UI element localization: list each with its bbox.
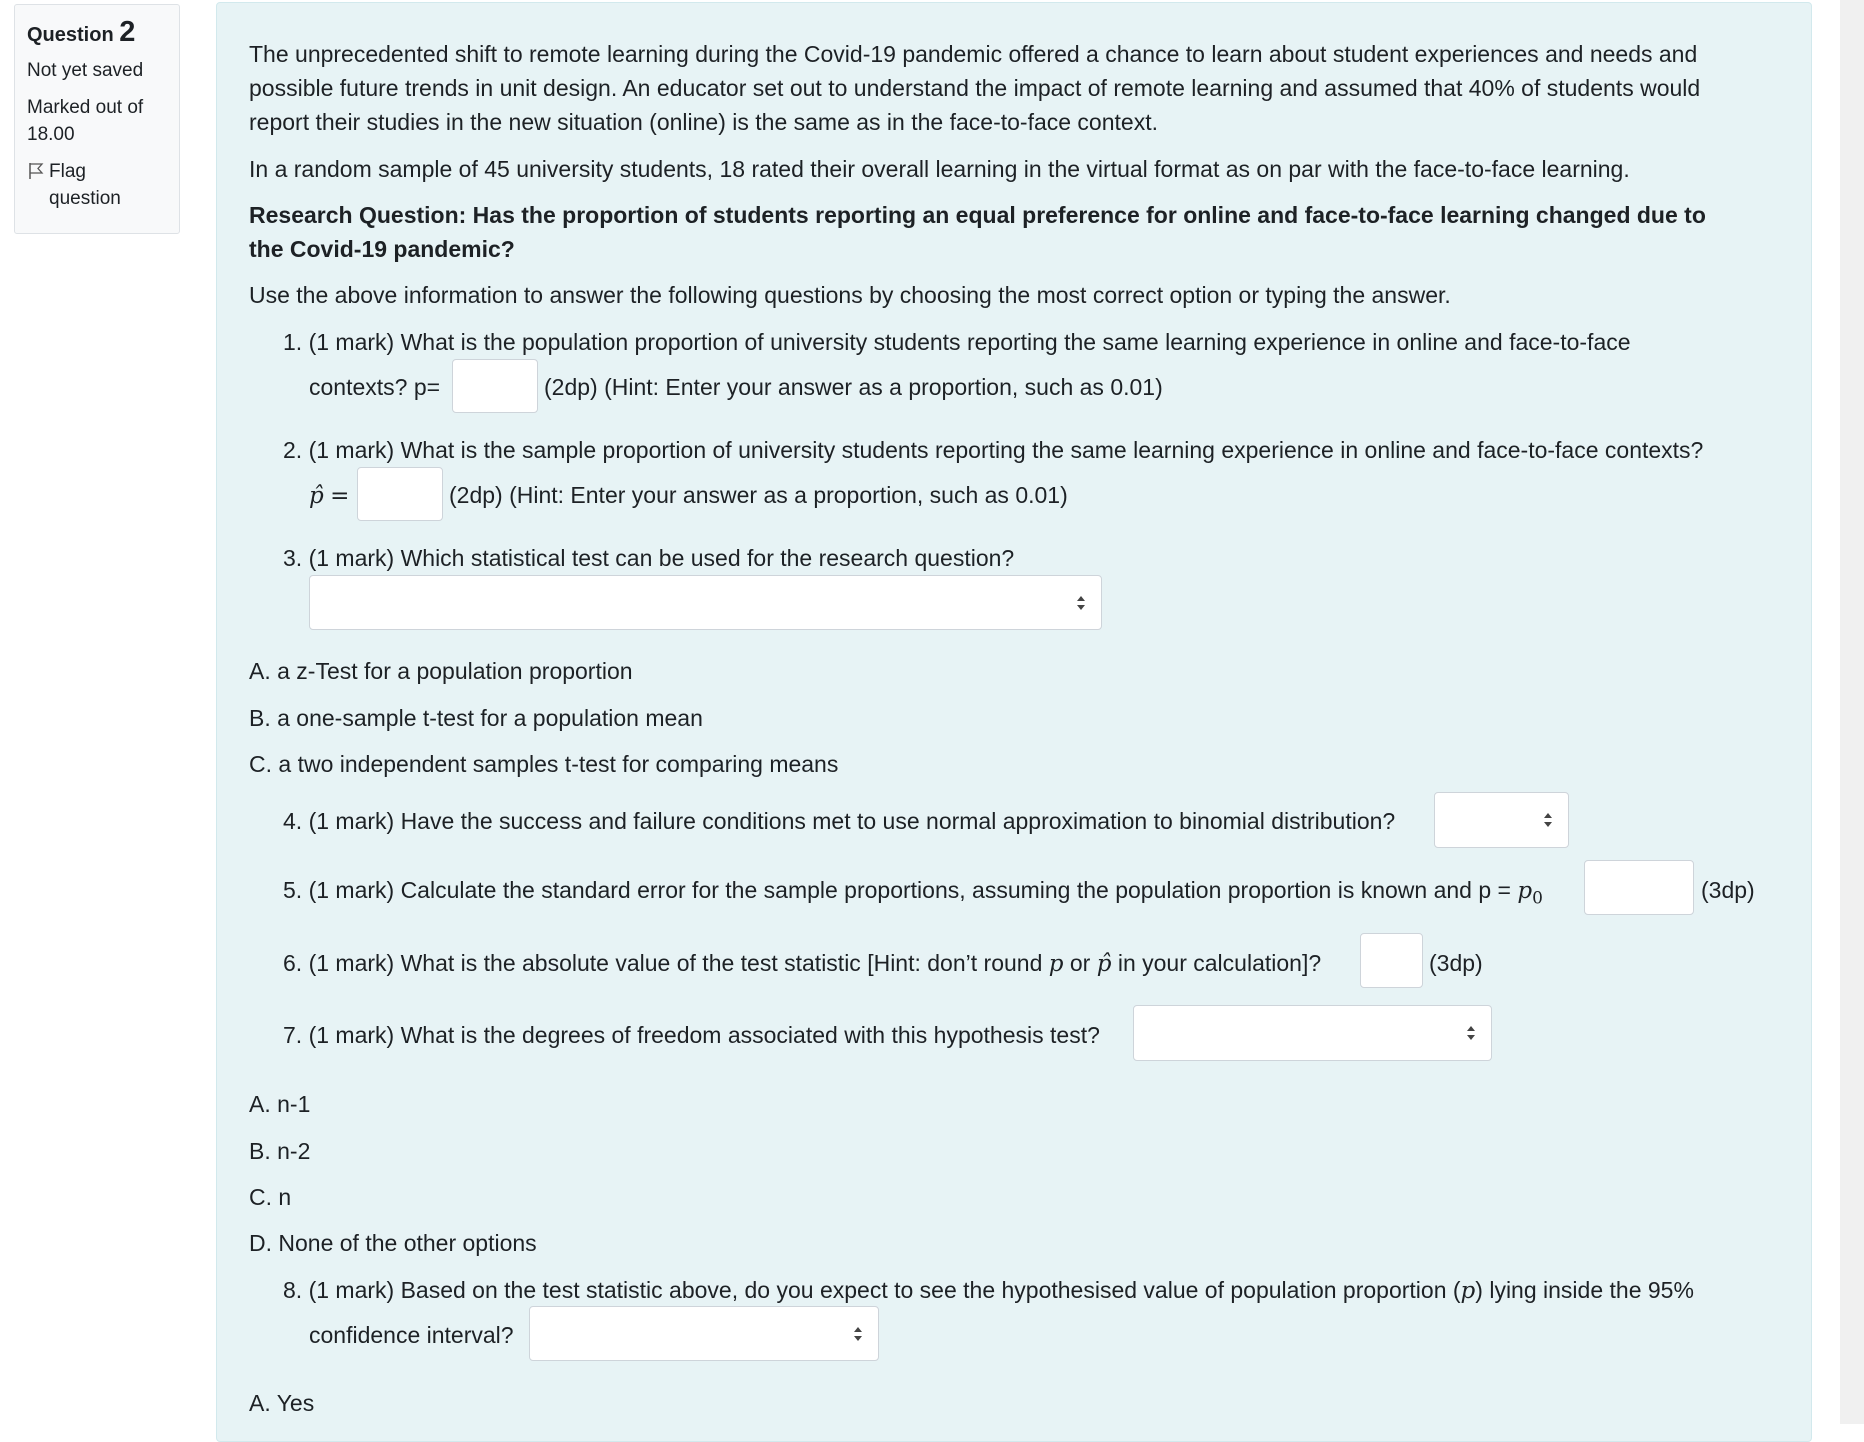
q3-option-c: C. a two independent samples t-test for comparing means [249,751,839,777]
q7-option-a: A. n-1 [249,1091,311,1117]
q8-question-post: ) lying inside the 95% [1475,1277,1694,1303]
q6-precision: (3dp) [1429,950,1483,976]
q6-answer-input[interactable] [1360,933,1423,988]
q7-option-b: B. n-2 [249,1138,311,1164]
q2-hint: (2dp) (Hint: Enter your answer as a proportion, such as 0.01) [449,482,1068,508]
q2-text: 2. (1 mark) What is the sample proportion of university students reporting the same learning experience in online and face-to-face contexts? [283,437,1704,463]
q8-option-a: A. Yes [249,1390,315,1416]
select-caret-icon [1542,811,1554,829]
intro-line-3: report their studies in the new situation (online) is the same as in the face-to-face context. [249,109,1158,135]
q8-text-line-1 [283,1273,1694,1308]
intro-line-2: possible future trends in unit design. An educator set out to understand the impact of remote learning and assumed that 40% of students would [249,75,1701,101]
q5-p0-symbol: $p_0$ [1517,878,1543,909]
intro-line-1: The unprecedented shift to remote learning during the Covid-19 pandemic offered a chance to learn about student experiences and needs and [249,41,1698,67]
flag-question-label: question [49,188,121,209]
flag-label: Flag [49,161,86,182]
flag-question-button[interactable] [27,158,167,212]
instructions: Use the above information to answer the following questions by choosing the most correct option or typing the answer. [249,282,1451,308]
question-label: Question [27,24,114,46]
research-question-line-2: the Covid-19 pandemic? [249,236,515,262]
question-number: 2 [119,16,136,48]
q8-answer-select[interactable] [529,1306,879,1361]
q7-answer-select[interactable] [1133,1005,1492,1061]
q6-phat-symbol: p̂ [1096,951,1112,977]
q6-question-pre: 6. (1 mark) What is the absolute value of the test statistic [Hint: don’t round [283,950,1043,976]
q4-answer-select[interactable] [1434,792,1569,848]
q6-or: or [1069,950,1091,976]
q6-question-post: in your calculation]? [1117,950,1322,976]
q6-text [283,946,1321,981]
q8-p-symbol: p [1460,1278,1476,1304]
question-content [216,2,1812,1442]
q2-phat-label [309,478,349,513]
q1-hint: (2dp) (Hint: Enter your answer as a proportion, such as 0.01) [544,374,1163,400]
q7-option-d: D. None of the other options [249,1230,537,1256]
q2-equals-sign: = [330,483,350,509]
q6-p-symbol: p [1048,951,1064,977]
research-question-line-1: Research Question: Has the proportion of students reporting an equal preference for online and face-to-face learning changed due to [249,202,1706,228]
q5-answer-input[interactable] [1584,860,1694,915]
q1-prefix: contexts? p= [309,374,441,400]
save-status: Not yet saved [27,60,144,81]
q1-answer-input[interactable] [452,359,538,413]
flag-icon [27,162,45,180]
marks-value: 18.00 [27,124,75,145]
q7-option-c: C. n [249,1184,292,1210]
question-info-panel [14,4,180,234]
select-caret-icon [1075,594,1087,612]
scrollbar-track[interactable] [1840,0,1864,1424]
q8-text-line-2: confidence interval? [309,1322,514,1348]
q8-question-pre: 8. (1 mark) Based on the test statistic above, do you expect to see the hypothesised value of population proportion ( [283,1277,1461,1303]
q2-phat-symbol: p̂ [309,483,324,509]
sample-info: In a random sample of 45 university students, 18 rated their overall learning in the virtual format as on par with the face-to-face learning. [249,156,1630,182]
marked-out-of-label: Marked out of [27,97,144,118]
q3-text: 3. (1 mark) Which statistical test can be used for the research question? [283,545,1015,571]
q3-option-a: A. a z-Test for a population proportion [249,658,633,684]
q5-question: 5. (1 mark) Calculate the standard error for the sample proportions, assuming the population proportion is known and p = [283,877,1511,903]
q3-option-b: B. a one-sample t-test for a population mean [249,705,703,731]
q1-text: 1. (1 mark) What is the population proportion of university students reporting the same learning experience in online and face-to-face [283,329,1631,355]
q7-text: 7. (1 mark) What is the degrees of freedom associated with this hypothesis test? [283,1022,1100,1048]
q3-answer-select[interactable] [309,575,1102,630]
q2-answer-input[interactable] [357,467,443,521]
select-caret-icon [852,1325,864,1343]
q5-precision: (3dp) [1701,877,1755,903]
question-number-heading [27,16,167,49]
q5-text [283,873,1543,916]
q4-text: 4. (1 mark) Have the success and failure conditions met to use normal approximation to binomial distribution? [283,808,1396,834]
marks-info [27,94,167,148]
select-caret-icon [1465,1024,1477,1042]
